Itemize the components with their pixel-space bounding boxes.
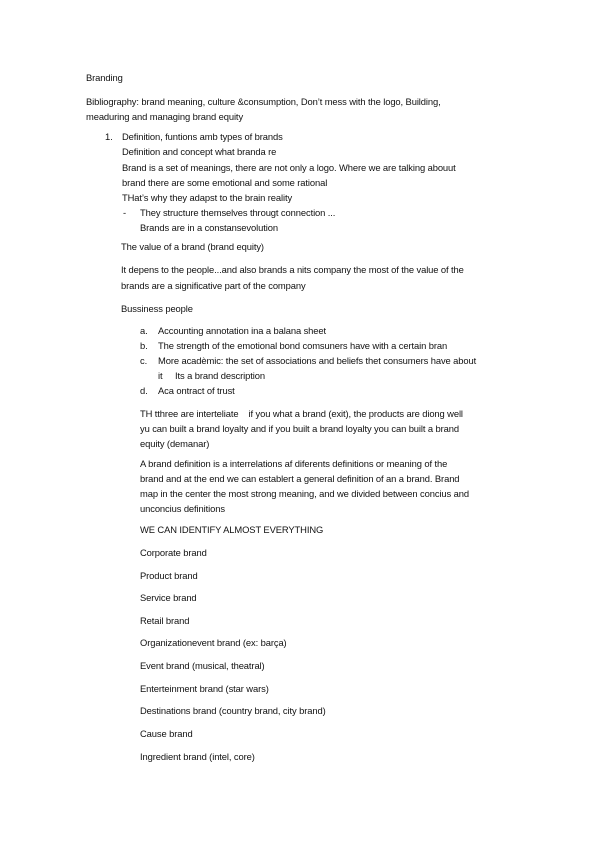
paragraph-line: A brand definition is a interrelations af diferents definitions or meaning of the: [140, 458, 448, 469]
section-line: THat’s why they adapst to the brain reality: [122, 192, 293, 203]
list-number: 1.: [105, 131, 113, 142]
list-item: it Its a brand description: [158, 370, 265, 381]
brand-type: Cause brand: [140, 728, 193, 739]
doc-title: Branding: [86, 72, 123, 83]
brand-type: Enterteinment brand (star wars): [140, 683, 269, 694]
bibliography-line: meaduring and managing brand equity: [86, 111, 244, 122]
section-line: Brand is a set of meanings, there are not only a logo. Where we are talking abouut: [122, 162, 456, 173]
paragraph-line: unconcius definitions: [140, 503, 225, 514]
value-text: brands are a significative part of the company: [121, 280, 306, 291]
business-heading: Bussiness people: [121, 303, 193, 314]
section-line: brand there are some emotional and some rational: [122, 177, 328, 188]
paragraph-line: map in the center the most strong meaning, and we divided between concius and: [140, 488, 469, 499]
paragraph-line: brand and at the end we can establert a general definition of an a brand. Brand: [140, 473, 460, 484]
brand-type: Event brand (musical, theatral): [140, 660, 265, 671]
identify-heading: WE CAN IDENTIFY ALMOST EVERYTHING: [140, 524, 324, 535]
section-line: Definition and concept what branda re: [122, 146, 277, 157]
brand-type: Destinations brand (country brand, city brand): [140, 705, 326, 716]
bullet-line: They structure themselves througt connection ...: [140, 207, 336, 218]
brand-type: Product brand: [140, 570, 198, 581]
section-heading: Definition, funtions amb types of brands: [122, 131, 283, 142]
brand-type: Ingredient brand (intel, core): [140, 751, 255, 762]
list-item: Aca ontract of trust: [158, 385, 235, 396]
brand-type: Organizationevent brand (ex: barça): [140, 637, 287, 648]
list-item: Accounting annotation ina a balana sheet: [158, 325, 327, 336]
brand-type: Corporate brand: [140, 547, 207, 558]
bullet-line: Brands are in a constansevolution: [140, 222, 278, 233]
brand-type: Retail brand: [140, 615, 190, 626]
list-marker: a.: [140, 325, 148, 336]
paragraph-line: TH tthree are interteliate if you what a brand (exit), the products are diong well: [140, 408, 463, 419]
list-item: More acadèmic: the set of associations and beliefs thet consumers have about: [158, 355, 477, 366]
paragraph-line: equity (demanar): [140, 438, 210, 449]
brand-type: Service brand: [140, 592, 197, 603]
bullet-dash: -: [123, 207, 127, 218]
list-item: The strength of the emotional bond comsuners have with a certain bran: [158, 340, 448, 351]
list-marker: d.: [140, 385, 148, 396]
value-heading: The value of a brand (brand equity): [121, 241, 264, 252]
paragraph-line: yu can built a brand loyalty and if you built a brand loyalty you can built a brand: [140, 423, 459, 434]
list-marker: c.: [140, 355, 148, 366]
list-marker: b.: [140, 340, 148, 351]
bibliography-line: Bibliography: brand meaning, culture &consumption, Don’t mess with the logo, Building,: [86, 96, 441, 107]
value-text: It depens to the people...and also brands a nits company the most of the value of the: [121, 264, 464, 275]
